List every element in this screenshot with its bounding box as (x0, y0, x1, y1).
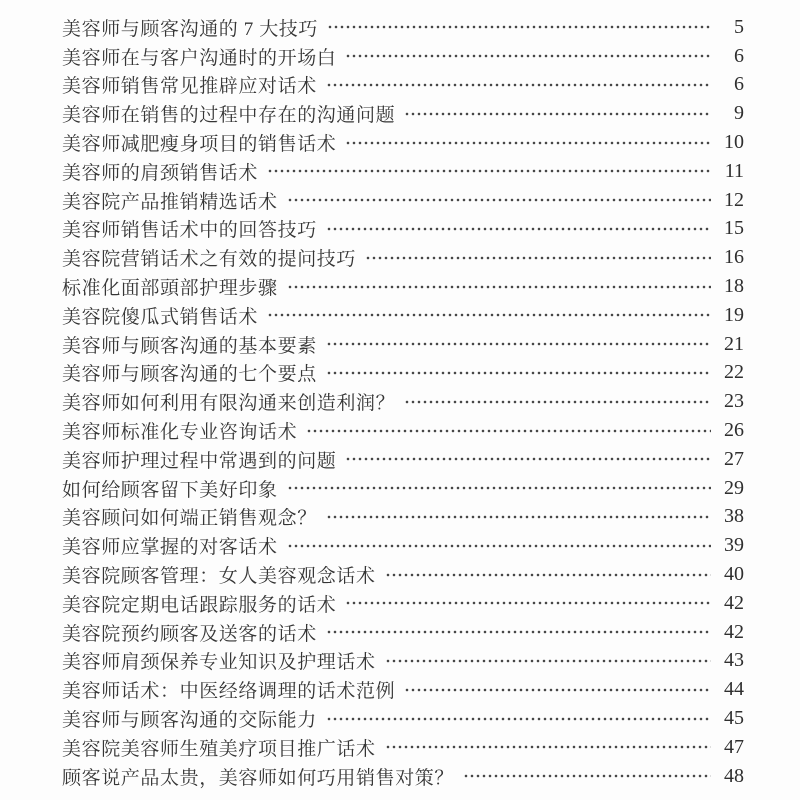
toc-dot-leader (326, 71, 711, 100)
toc-dot-leader (287, 272, 711, 301)
toc-entry-title: 美容院定期电话跟踪服务的话术 (62, 594, 337, 616)
toc-entry (62, 215, 744, 244)
toc-dot-leader (306, 416, 711, 445)
toc-dot-leader (385, 647, 711, 676)
toc-entry-page-number: 38 (724, 505, 744, 528)
toc-dot-leader (326, 503, 711, 532)
toc-entry-page-number: 40 (724, 563, 744, 586)
toc-entry (62, 330, 744, 359)
toc-entry-page-number: 18 (724, 275, 744, 298)
toc-entry-page-number: 11 (724, 159, 744, 182)
toc-entry-page-number: 44 (724, 678, 744, 701)
toc-entry-page-number: 29 (724, 476, 744, 499)
toc-dot-leader (345, 128, 711, 157)
toc-entry-title: 美容院预约顾客及送客的话术 (62, 623, 317, 645)
toc-entry-page-number: 42 (724, 591, 744, 614)
toc-dot-leader (326, 359, 711, 388)
toc-dot-leader (326, 618, 711, 647)
toc-entry-page-number: 48 (724, 764, 744, 787)
toc-entry-page-number: 10 (724, 131, 744, 154)
toc-entry-title: 如何给顾客留下美好印象 (62, 479, 278, 501)
toc-dot-leader (404, 387, 711, 416)
toc-list (62, 13, 744, 791)
toc-entry-page-number: 15 (724, 217, 744, 240)
toc-entry-title: 美容师如何利用有限沟通来创造利润？ (62, 393, 396, 415)
toc-entry (62, 560, 744, 589)
toc-entry-page-number: 45 (724, 707, 744, 730)
toc-entry-title: 美容师标准化专业咨询话术 (62, 422, 298, 444)
toc-entry-title: 美容顾问如何端正销售观念？ (62, 508, 317, 530)
toc-entry-title: 美容院顾客管理：女人美容观念话术 (62, 566, 376, 588)
toc-entry-title: 美容师在与客户沟通时的开场白 (62, 47, 337, 69)
toc-entry-page-number: 43 (724, 649, 744, 672)
toc-entry-title: 美容师护理过程中常遇到的问题 (62, 450, 337, 472)
toc-entry-page-number: 6 (734, 73, 744, 96)
toc-dot-leader (345, 589, 711, 618)
toc-entry (62, 13, 744, 42)
toc-entry-title: 美容师与顾客沟通的基本要素 (62, 335, 317, 357)
toc-entry-page-number: 9 (734, 102, 744, 125)
toc-entry (62, 589, 744, 618)
toc-dot-leader (287, 474, 711, 503)
toc-dot-leader (326, 704, 711, 733)
toc-dot-leader (404, 675, 711, 704)
toc-entry-title: 美容院傻瓜式销售话术 (62, 306, 259, 328)
toc-entry-page-number: 39 (724, 534, 744, 557)
toc-entry (62, 128, 744, 157)
toc-dot-leader (326, 215, 711, 244)
toc-entry (62, 733, 744, 762)
toc-entry (62, 42, 744, 71)
toc-dot-leader (463, 762, 711, 791)
toc-entry (62, 359, 744, 388)
toc-dot-leader (385, 560, 711, 589)
toc-entry (62, 762, 744, 791)
toc-dot-leader (287, 531, 711, 560)
toc-entry (62, 675, 744, 704)
toc-entry-title: 美容师与顾客沟通的交际能力 (62, 710, 317, 732)
toc-entry-title: 顾客说产品太贵，美容师如何巧用销售对策？ (62, 767, 455, 789)
toc-entry-title: 标准化面部頭部护理步骤 (62, 278, 278, 300)
toc-entry-page-number: 16 (724, 246, 744, 269)
toc-entry-page-number: 21 (724, 332, 744, 355)
toc-entry (62, 445, 744, 474)
toc-entry-title: 美容师与顾客沟通的七个要点 (62, 364, 317, 386)
toc-entry-page-number: 6 (734, 44, 744, 67)
toc-entry-page-number: 26 (724, 419, 744, 442)
toc-entry-title: 美容师销售常见推辟应对话术 (62, 76, 317, 98)
toc-entry-title: 美容师应掌握的对客话术 (62, 537, 278, 559)
toc-entry-title: 美容院产品推销精选话术 (62, 191, 278, 213)
toc-entry-page-number: 27 (724, 447, 744, 470)
toc-entry (62, 186, 744, 215)
toc-entry (62, 531, 744, 560)
toc-entry-page-number: 19 (724, 303, 744, 326)
toc-entry-title: 美容师与顾客沟通的 7 大技巧 (62, 18, 319, 40)
toc-dot-leader (345, 445, 711, 474)
toc-entry-title: 美容师在销售的过程中存在的沟通问题 (62, 105, 396, 127)
toc-entry-page-number: 23 (724, 390, 744, 413)
toc-entry (62, 704, 744, 733)
toc-entry (62, 387, 744, 416)
toc-dot-leader (365, 243, 711, 272)
toc-entry (62, 618, 744, 647)
toc-entry-title: 美容师减肥瘦身项目的销售话术 (62, 134, 337, 156)
toc-entry-title: 美容院美容师生殖美疗项目推广话术 (62, 738, 376, 760)
toc-entry (62, 647, 744, 676)
toc-entry-page-number: 22 (724, 361, 744, 384)
toc-entry-title: 美容师话术：中医经络调理的话术范例 (62, 681, 396, 703)
toc-entry-page-number: 5 (734, 15, 744, 38)
toc-entry (62, 157, 744, 186)
toc-entry-page-number: 47 (724, 735, 744, 758)
toc-entry (62, 243, 744, 272)
toc-entry (62, 474, 744, 503)
toc-entry-title: 美容师肩颈保养专业知识及护理话术 (62, 652, 376, 674)
toc-entry-page-number: 12 (724, 188, 744, 211)
toc-entry-title: 美容师销售话术中的回答技巧 (62, 220, 317, 242)
toc-dot-leader (404, 99, 711, 128)
toc-dot-leader (267, 157, 711, 186)
toc-entry (62, 71, 744, 100)
toc-entry-title: 美容院营销话术之有效的提问技巧 (62, 249, 357, 271)
toc-dot-leader (385, 733, 711, 762)
toc-entry (62, 301, 744, 330)
toc-dot-leader (326, 330, 711, 359)
toc-entry (62, 416, 744, 445)
toc-entry (62, 99, 744, 128)
toc-entry-title: 美容师的肩颈销售话术 (62, 162, 259, 184)
toc-dot-leader (327, 13, 711, 42)
toc-dot-leader (267, 301, 711, 330)
toc-entry (62, 272, 744, 301)
toc-dot-leader (345, 42, 711, 71)
toc-entry-page-number: 42 (724, 620, 744, 643)
toc-entry (62, 503, 744, 532)
toc-dot-leader (287, 186, 711, 215)
